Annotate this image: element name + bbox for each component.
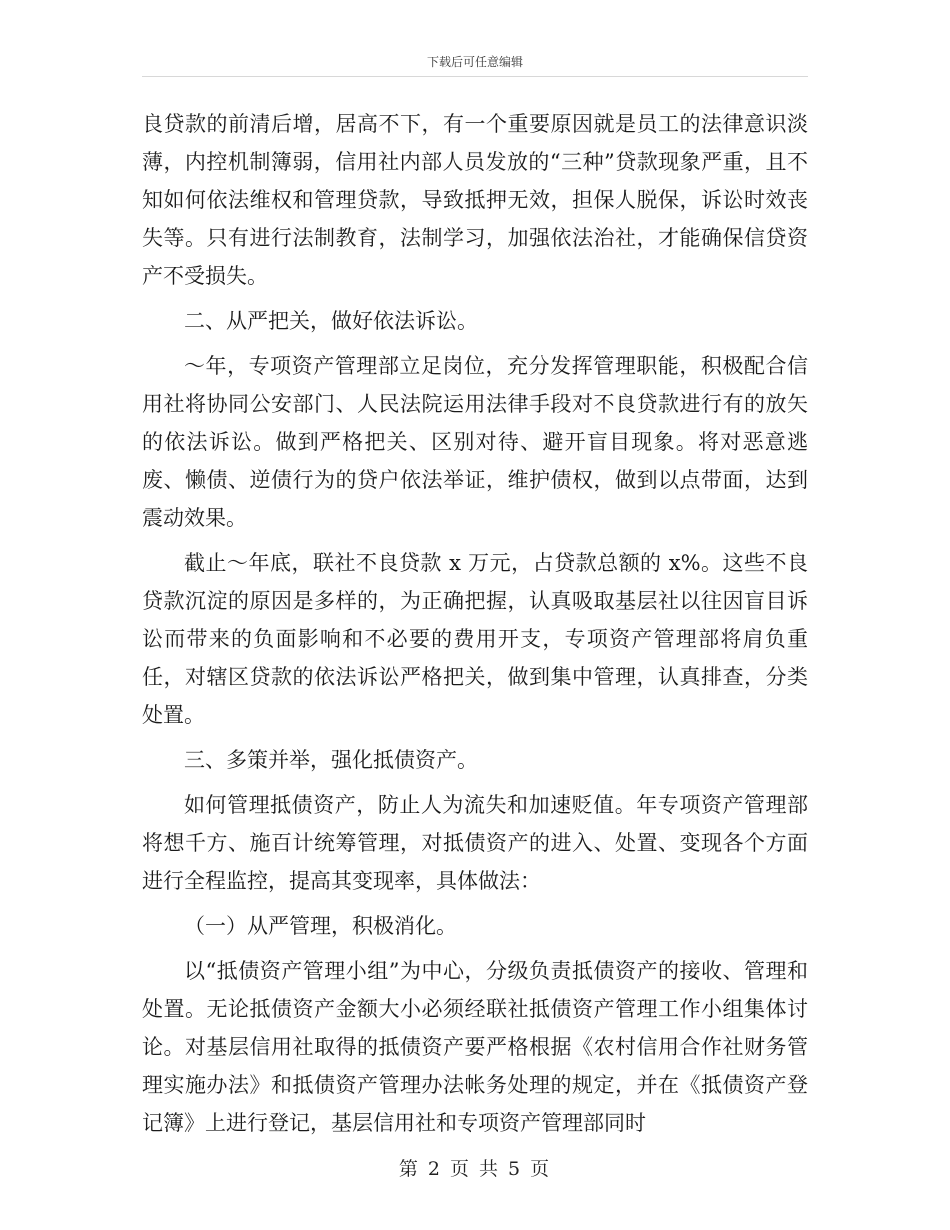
paragraph: 截止～年底，联社不良贷款 x 万元，占贷款总额的 x%。这些不良贷款沉淀的原因是多样的，为正确把握，认真吸取基层社以往因盲目诉讼而带来的负面影响和不必要的费用开支，专项资产管理部将肩负重任，对辖区贷款的依法诉讼严格把关，做到集中管理，认真排查，分类处置。 <box>142 551 808 727</box>
paragraph: 如何管理抵债资产，防止人为流失和加速贬值。年专项资产管理部将想千方、施百计统筹管理，对抵债资产的进入、处置、变现各个方面进行全程监控，提高其变现率，具体做法： <box>142 793 808 893</box>
page-footer: 第 2 页 共 5 页 <box>398 1158 552 1180</box>
paragraph: ～年，专项资产管理部立足岗位，充分发挥管理职能，积极配合信用社将协同公安部门、人民法院运用法律手段对不良贷款进行有的放矢的依法诉讼。做到严格把关、区别对待、避开盲目现象。将对恶意逃废、懒债、逆债行为的贷户依法举证，维护债权，做到以点带面，达到震动效果。 <box>142 354 808 530</box>
section-heading-3: 三、多策并举，强化抵债资产。 <box>184 748 478 772</box>
subsection-heading-1: （一）从严管理，积极消化。 <box>184 914 457 938</box>
header-divider <box>142 76 808 77</box>
page-header: 下载后可任意编辑 <box>426 55 523 69</box>
paragraph: 以“抵债资产管理小组”为中心，分级负责抵债资产的接收、管理和处置。无论抵债资产金额大小必须经联社抵债资产管理工作小组集体讨论。对基层信用社取得的抵债资产要严格根据《农村信用合作社财务管理实施办法》和抵债资产管理办法帐务处理的规定，并在《抵债资产登记簿》上进行登记，基层信用社和专项资产管理部同时 <box>142 959 808 1135</box>
document-body <box>142 105 808 1142</box>
section-heading-2: 二、从严把关，做好依法诉讼。 <box>184 309 478 333</box>
paragraph-continued: 良贷款的前清后增，居高不下，有一个重要原因就是员工的法律意识淡薄，内控机制簿弱，信用社内部人员发放的“三种”贷款现象严重，且不知如何依法维权和管理贷款，导致抵押无效，担保人脱保，诉讼时效丧失等。只有进行法制教育，法制学习，加强依法治社，才能确保信贷资产不受损失。 <box>142 112 808 288</box>
